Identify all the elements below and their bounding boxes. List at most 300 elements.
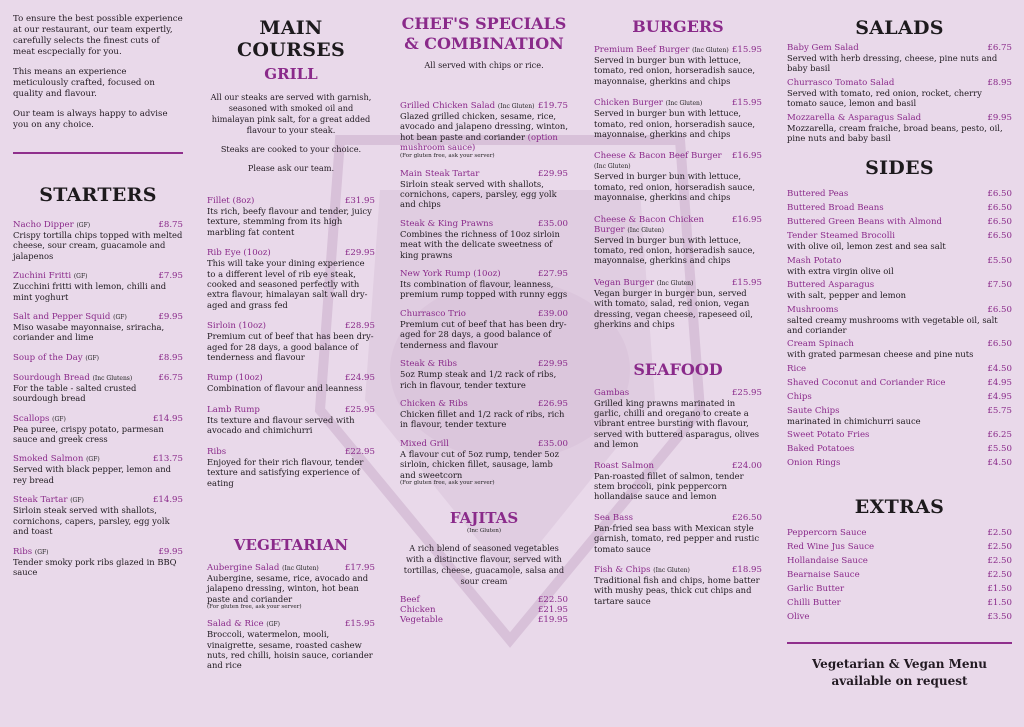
menu-item-name [400, 595, 420, 605]
menu-item [787, 458, 1012, 468]
menu-item-title: Mixed Grill [400, 438, 449, 449]
vegan-menu-line: available on request [831, 674, 968, 689]
menu-item [787, 598, 1012, 608]
menu-item-price: £8.75 [158, 220, 183, 230]
menu-item-title: New York Rump (10oz) [400, 269, 501, 280]
menu-item-description [787, 315, 1012, 336]
menu-item-description-text: Combines the richness of 10oz sirloin meat with the delicate sweetness of king prawns [400, 228, 560, 260]
menu-item [13, 353, 183, 363]
menu-item-row [13, 271, 183, 281]
menu-item [13, 547, 183, 578]
menu-item-description [400, 319, 568, 350]
menu-item [207, 248, 375, 310]
menu-item-title: Cheese & Bacon Beef Burger [594, 151, 722, 162]
menu-item-price: £15.95 [731, 277, 762, 288]
menu-item-name [787, 528, 866, 538]
menu-item-description [594, 398, 762, 450]
menu-item-row [787, 256, 1012, 266]
menu-item-title: Aubergine Salad [207, 562, 280, 573]
menu-item-title: Mash Potato [787, 255, 842, 266]
menu-item-name [400, 269, 501, 279]
menu-item-description-text: Traditional fish and chips, home batter with mushy peas, thick cut chips and tartare sauce [594, 574, 760, 606]
menu-item-title: Vegan Burger [594, 277, 655, 288]
menu-item [594, 461, 762, 502]
menu-item-name [400, 309, 466, 319]
menu-item-description-text: This will take your dining experience to a different level of rib eye steak, cooked and seasoned perfectly with extra flavour, himalayan salt wall dry-aged and grass fed [207, 258, 368, 310]
menu-item-title: Chips [787, 391, 812, 402]
menu-item [787, 556, 1012, 566]
menu-item-tag: (Inc Gluten) [653, 566, 690, 574]
menu-item-name [207, 563, 319, 573]
menu-item-price: £19.75 [537, 101, 568, 111]
menu-item-description [787, 88, 1012, 109]
menu-item-description [13, 424, 183, 445]
menu-item-price: £14.95 [152, 495, 183, 506]
menu-item-tag: (Inc Gluten) [665, 100, 703, 108]
menu-item [207, 196, 375, 237]
menu-item [13, 414, 183, 445]
menu-item-name [787, 256, 841, 266]
menu-item-title: Ribs [13, 546, 33, 557]
menu-item-row [207, 373, 375, 383]
menu-item-title: Chicken Burger [594, 98, 663, 109]
menu-item-title: Gambas [594, 387, 630, 398]
menu-item-title: Bearnaise Sauce [787, 570, 860, 581]
menu-item-description-text: Served in burger bun with lettuce, tomato, red onion, horseradish sauce, mayonnaise, gherkins and chips [594, 55, 756, 86]
seafood-heading: SEAFOOD [633, 359, 723, 379]
menu-item-description [13, 557, 183, 578]
menu-item-row [400, 219, 568, 229]
menu-item-tag: (GF) [85, 354, 99, 362]
menu-item-title: Buttered Peas [787, 189, 849, 200]
column-salads-sides-extras [787, 14, 1012, 690]
menu-item-name [13, 547, 49, 557]
menu-item-description [207, 415, 375, 436]
menu-item-price: £15.95 [344, 619, 375, 630]
menu-item-title: Sweet Potato Fries [787, 430, 870, 441]
menu-item-title: Olive [787, 612, 810, 623]
menu-item [594, 565, 762, 606]
menu-item-tag: (Inc Gluten) [692, 47, 729, 54]
vegan-menu-note [787, 656, 1012, 690]
menu-item-row [207, 619, 375, 629]
menu-item-price: £6.25 [987, 430, 1012, 441]
menu-item-price: £7.50 [987, 280, 1012, 291]
grill-heading: GRILL [264, 65, 318, 83]
menu-item [400, 169, 568, 210]
menu-item-title: Shaved Coconut and Coriander Rice [787, 377, 946, 388]
menu-item-description-text: Vegan burger in burger bun, served with tomato, salad, red onion, vegan dressing, vegan cheese, rapeseed oil, gherkins and chips [594, 287, 753, 330]
menu-item [787, 113, 1012, 144]
menu-item-row [594, 45, 762, 55]
menu-item-price: £25.95 [344, 404, 375, 415]
menu-item-title: Buttered Asparagus [787, 280, 875, 291]
menu-item-name [594, 565, 690, 575]
menu-item-price: £6.75 [987, 43, 1012, 53]
menu-item-description-text: Its combination of flavour, leanness, premium rump topped with runny eggs [400, 279, 568, 300]
menu-item-title: Red Wine Jus Sauce [787, 542, 875, 553]
menu-item-description [207, 457, 375, 488]
menu-item-tag: (Inc Gluten) [282, 564, 319, 572]
menu-item-description [400, 449, 568, 480]
menu-item-row [787, 584, 1012, 594]
menu-item-name [13, 353, 99, 363]
menu-item-name [787, 339, 854, 349]
menu-item-name [400, 439, 449, 449]
menu-item-description-text: Premium cut of beef that has been dry-aged for 28 days, a good balance of tenderness and flavour [207, 331, 374, 363]
menu-item-name [787, 113, 921, 123]
menu-item-price: £25.95 [731, 387, 762, 398]
menu-item-price: £9.95 [987, 112, 1012, 123]
menu-item-name [400, 399, 468, 409]
menu-item-row [400, 309, 568, 319]
menu-item-name [400, 169, 479, 179]
menu-item [13, 454, 183, 485]
menu-item-title: Mozzarella & Asparagus Salad [787, 112, 922, 123]
menu-item-price: £29.95 [537, 168, 568, 179]
menu-item-row [787, 364, 1012, 374]
menu-item-title: Rump (10oz) [207, 373, 263, 384]
menu-item [787, 612, 1012, 622]
menu-item-row [13, 454, 183, 464]
menu-item-title: Vegetable [400, 614, 444, 625]
menu-item-price: £19.95 [537, 614, 568, 625]
menu-item-row [13, 220, 183, 230]
menu-item-price: £18.95 [731, 564, 762, 575]
menu-item-description [400, 179, 568, 210]
menu-item-title: Chicken [400, 604, 436, 615]
menu-item-description-text: Broccoli, watermelon, mooli, vinaigrette, sesame, roasted cashew nuts, red chilli, hoisin sauce, coriander and rice [207, 629, 373, 671]
menu-item [787, 378, 1012, 388]
menu-item-name [787, 280, 874, 290]
menu-item-row [400, 615, 568, 625]
menu-item-row [787, 528, 1012, 538]
menu-item-price: £7.95 [158, 271, 183, 282]
menu-item-row [787, 339, 1012, 349]
menu-item-price: £6.50 [987, 217, 1012, 228]
menu-item [400, 101, 568, 160]
menu-item-name [787, 231, 895, 241]
menu-item-row [13, 414, 183, 424]
menu-item-price: £29.95 [344, 248, 375, 259]
menu-item-price: £1.50 [987, 584, 1012, 595]
menu-item [787, 430, 1012, 440]
menu-item-price: £16.95 [731, 151, 762, 162]
menu-item-price: £9.95 [158, 312, 183, 323]
menu-item-description-text: Its rich, beefy flavour and tender, juicy texture, stemming from its high marbling fat content [207, 206, 372, 237]
menu-item-name [13, 495, 84, 505]
menu-item [400, 399, 568, 430]
menu-item-row [594, 565, 762, 575]
menu-item-description [13, 383, 183, 404]
menu-item [594, 98, 762, 139]
menu-item-description-text: Sirloin steak served with shallots, cornichons, capers, parsley, egg yolk and toast [13, 505, 170, 537]
menu-item-description-text: Chicken fillet and 1/2 rack of ribs, rich in flavour, tender texture [400, 408, 565, 430]
menu-item-price: £4.95 [987, 377, 1012, 388]
menu-item-title: Rib Eye (10oz) [207, 248, 271, 259]
menu-item-name [787, 598, 841, 608]
menu-item-option: (option mushroom sauce) [400, 131, 558, 153]
menu-item-price: £22.95 [344, 446, 375, 457]
menu-item-row [787, 203, 1012, 213]
menu-item-price: £6.75 [158, 372, 183, 383]
menu-item-description [594, 288, 762, 330]
column-intro-starters [13, 14, 183, 587]
menu-item-name [787, 378, 945, 388]
menu-item-price: £15.95 [731, 45, 762, 55]
menu-item [13, 373, 183, 404]
menu-item-name [787, 444, 854, 454]
menu-item-description [594, 523, 762, 554]
menu-item-tag: (GF) [34, 548, 49, 556]
menu-item-name [787, 305, 838, 315]
menu-item [787, 43, 1012, 74]
menu-item-description-text: Zucchini fritti with lemon, chilli and mint yoghurt [13, 281, 167, 302]
menu-item [787, 364, 1012, 374]
menu-item-row [594, 215, 762, 235]
menu-item-title: Premium Beef Burger [594, 45, 690, 55]
menu-item-name [400, 219, 493, 229]
menu-item-description-text: Combination of flavour and leanness [207, 383, 363, 394]
menu-item [207, 447, 375, 488]
menu-item [594, 388, 762, 450]
menu-item-row [787, 430, 1012, 440]
menu-item-name [787, 189, 848, 199]
menu-item-name [594, 461, 654, 471]
menu-item-row [400, 595, 568, 605]
menu-item-row [207, 447, 375, 457]
menu-item-name [13, 414, 66, 424]
menu-item-price: £26.95 [537, 398, 568, 409]
menu-item-description [13, 505, 183, 536]
menu-item [13, 271, 183, 302]
menu-item-description-text: Served in burger bun with lettuce, tomato, red onion, horseradish sauce, mayonnaise, gherkins and chips [594, 108, 756, 140]
menu-item-description-text: Served with black pepper, lemon and rey bread [13, 464, 171, 485]
salads-heading: SALADS [855, 17, 944, 39]
menu-item-description-text: Served with herb dressing, cheese, pine nuts and baby basil [787, 53, 998, 74]
menu-item-tag: (GF) [52, 415, 66, 423]
menu-item-title: Scallops [13, 413, 50, 424]
menu-item-description [594, 108, 762, 139]
menu-item-price: £17.95 [344, 562, 375, 573]
menu-item-title: Saute Chips [787, 405, 840, 416]
menu-item-name [787, 430, 869, 440]
menu-item-title: Buttered Green Beans with Almond [787, 217, 943, 228]
menu-item [594, 278, 762, 330]
menu-item-name [787, 78, 894, 88]
menu-item-name [594, 151, 732, 171]
menu-item-row [13, 495, 183, 505]
menu-item-title: Ribs [207, 446, 227, 457]
menu-item-price: £4.50 [987, 458, 1012, 469]
menu-item-description [13, 322, 183, 343]
menu-item-name [207, 619, 280, 629]
menu-item-description-text: Tender smoky pork ribs glazed in BBQ sauce [13, 556, 177, 577]
menu-item-title: Baby Gem Salad [787, 43, 859, 53]
menu-item-description [207, 573, 375, 604]
menu-item-title: Buttered Broad Beans [787, 203, 884, 214]
menu-item-description [400, 279, 568, 300]
menu-item-description-text: salted creamy mushrooms with vegetable oil, salt and coriander [787, 314, 998, 336]
menu-item-tag: (Inc Gluten) [594, 163, 631, 171]
menu-item-title: Nacho Dipper [13, 220, 74, 230]
menu-item [400, 219, 568, 260]
menu-item-description-text: marinated in chimichurri sauce [787, 415, 921, 426]
menu-item-name [787, 364, 806, 374]
menu-item-name [787, 570, 860, 580]
menu-item-row [787, 378, 1012, 388]
menu-item-title: Fillet (8oz) [207, 196, 255, 206]
menu-item-name [594, 98, 702, 108]
menu-item-name [13, 271, 87, 281]
menu-item-title: Steak & Ribs [400, 359, 458, 370]
menu-item-price: £5.75 [987, 405, 1012, 416]
menu-item-row [207, 405, 375, 415]
menu-item-description-text: Served in burger bun with lettuce, tomato, red onion, horseradish sauce, mayonnaise, gherkins and chips [594, 234, 756, 266]
starters-list [13, 220, 183, 577]
menu-item-tag: (Inc Gluten) [497, 103, 535, 110]
menu-item-price: £14.95 [152, 413, 183, 424]
menu-item-price: £9.95 [158, 546, 183, 557]
menu-item-row [594, 278, 762, 288]
menu-item-row [207, 248, 375, 258]
vegetarian-heading: VEGETARIAN [233, 535, 349, 554]
fajitas-note: A rich blend of seasoned vegetables with a distinctive flavour, served with tortillas, cheese, guacamole, salsa and sour cream [403, 542, 565, 586]
menu-item-tag: (GF) [76, 222, 91, 229]
menu-item-description [594, 55, 762, 86]
menu-item [400, 309, 568, 350]
menu-item-name [207, 405, 260, 415]
menu-item-row [594, 151, 762, 171]
menu-item-price: £39.00 [537, 308, 568, 319]
menu-item-row [400, 101, 568, 111]
menu-item [13, 220, 183, 261]
menu-item-name [207, 248, 271, 258]
menu-item-name [594, 278, 693, 288]
menu-item-name [787, 217, 942, 227]
menu-item [594, 151, 762, 202]
menu-item-row [787, 612, 1012, 622]
menu-item-row [207, 563, 375, 573]
menu-item-price: £26.50 [731, 512, 762, 523]
menu-item-footnote: (For gluten free, ask your server) [400, 152, 495, 159]
menu-item-description [13, 281, 183, 302]
menu-item-title: Sirloin (10oz) [207, 321, 267, 332]
menu-item-price: £6.50 [987, 339, 1012, 350]
menu-item-price: £29.95 [537, 359, 568, 370]
menu-item-price: £27.95 [537, 269, 568, 280]
intro-paragraph: This means an experience meticulously crafted, focused on quality and flavour. [13, 67, 155, 99]
menu-item-name [787, 43, 859, 53]
menu-item-description-text: Aubergine, sesame, rice, avocado and jalapeno dressing, winton, hot bean paste and coriander [207, 572, 369, 604]
menu-item-name [400, 605, 436, 615]
menu-item [787, 203, 1012, 213]
menu-item-tag: (Inc Gluten) [627, 226, 664, 234]
vegetarian-list [207, 563, 375, 671]
grill-list [207, 196, 375, 488]
menu-item-description-text: Its texture and flavour served with avocado and chimichurri [207, 414, 355, 436]
intro-text [13, 14, 183, 131]
column-main-courses [207, 14, 375, 679]
menu-item-tag: (GF) [86, 456, 100, 464]
salads-list [787, 43, 1012, 143]
menu-item-title: Grilled Chicken Salad [400, 101, 496, 111]
menu-item [207, 321, 375, 362]
burgers-list [594, 45, 762, 330]
menu-item [594, 45, 762, 86]
menu-item-title: Garlic Butter [787, 584, 845, 595]
menu-item-name [13, 373, 132, 383]
menu-item-description [594, 235, 762, 266]
menu-item-row [207, 196, 375, 206]
menu-item [787, 256, 1012, 276]
menu-item-description-text: 5oz Rump steak and 1/2 rack of ribs, rich in flavour, tender texture [400, 369, 557, 390]
vegan-menu-line: Vegetarian & Vegan Menu [811, 657, 988, 672]
menu-item [13, 312, 183, 343]
menu-item-name [207, 321, 266, 331]
menu-item-description [400, 409, 568, 430]
section-divider [13, 152, 183, 154]
menu-item-row [400, 605, 568, 615]
menu-item-description-text: Premium cut of beef that has been dry-aged for 28 days, a good balance of tenderness and flavour [400, 318, 567, 350]
menu-item-row [787, 598, 1012, 608]
menu-item-description-text: Miso wasabe mayonnaise, sriracha, coriander and lime [13, 322, 165, 343]
menu-item-description [787, 416, 1012, 426]
extras-heading: EXTRAS [854, 496, 945, 519]
menu-item-name [400, 615, 443, 625]
menu-item-name [787, 542, 874, 552]
menu-item-row [207, 321, 375, 331]
menu-item-row [400, 399, 568, 409]
menu-item-title: Tender Steamed Brocolli [787, 231, 895, 242]
menu-item-name [13, 312, 127, 322]
menu-item-title: Steak Tartar [13, 495, 68, 506]
menu-item-description [787, 290, 1012, 300]
menu-item-title: Roast Salmon [594, 460, 654, 471]
menu-item [787, 584, 1012, 594]
menu-item-price: £13.75 [152, 454, 183, 465]
menu-item-description [787, 53, 1012, 74]
menu-item-title: Churrasco Tomato Salad [787, 77, 895, 88]
column-chefs-specials [400, 14, 568, 625]
menu-item-row [787, 280, 1012, 290]
grill-note: Please ask our team. [247, 163, 335, 173]
menu-item-row [787, 113, 1012, 123]
menu-item [207, 619, 375, 671]
menu-item-row [787, 570, 1012, 580]
menu-item-price: £2.50 [987, 556, 1012, 567]
menu-item-row [594, 513, 762, 523]
menu-item-description-text: A flavour cut of 5oz rump, tender 5oz sirloin, chicken fillet, sausage, lamb and sweetcorn [400, 448, 559, 480]
menu-item [207, 563, 375, 611]
menu-item-footnote: (For gluten free, ask your server) [207, 604, 302, 611]
menu-item-row [787, 392, 1012, 402]
menu-item-row [787, 43, 1012, 53]
menu-item-name [787, 584, 844, 594]
menu-item-description [594, 471, 762, 502]
menu-item [400, 595, 568, 605]
menu-item-description-text: with olive oil, lemon zest and sea salt [787, 241, 946, 252]
menu-item-price: £15.95 [731, 98, 762, 109]
menu-item-name [400, 359, 457, 369]
menu-item [787, 542, 1012, 552]
starters-heading: STARTERS [39, 184, 157, 206]
menu-item-row [787, 78, 1012, 88]
intro-paragraph: Our team is always happy to advise you on any choice. [13, 109, 168, 130]
menu-item [787, 406, 1012, 426]
menu-item [787, 339, 1012, 359]
menu-item [787, 444, 1012, 454]
